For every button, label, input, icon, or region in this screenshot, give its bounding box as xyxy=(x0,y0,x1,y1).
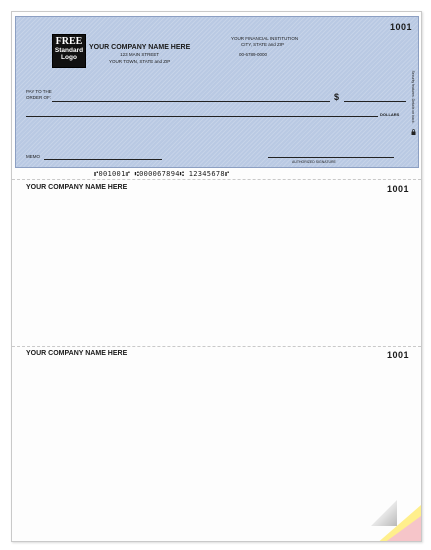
amount-words-line[interactable] xyxy=(26,116,378,117)
bank-name: YOUR FINANCIAL INSTITUTION xyxy=(231,36,299,41)
dollars-label: DOLLARS xyxy=(380,112,400,117)
stub2-number: 1001 xyxy=(386,350,409,360)
pay-to-line1: PAY TO THE xyxy=(26,89,52,94)
pay-to-line2: ORDER OF: xyxy=(26,95,52,100)
signature-label: AUTHORIZED SIGNATURE xyxy=(292,160,336,164)
payee-line[interactable] xyxy=(52,101,330,102)
perforation xyxy=(12,179,421,180)
stub2-company-name: YOUR COMPANY NAME HERE xyxy=(26,350,128,357)
bank-city: CITY, STATE and ZIP xyxy=(241,42,285,47)
company-city: YOUR TOWN, STATE and ZIP xyxy=(109,59,171,64)
bank-block xyxy=(231,36,298,58)
page-curl xyxy=(371,500,397,526)
amount-line[interactable] xyxy=(344,101,406,102)
pay-to-label xyxy=(26,89,52,101)
logo-line1: FREE xyxy=(55,36,83,47)
check-sheet xyxy=(11,11,422,542)
signature-line[interactable] xyxy=(268,157,394,158)
company-block xyxy=(89,44,190,65)
check-number: 1001 xyxy=(389,22,412,32)
lock-icon xyxy=(411,129,416,135)
memo-label: MEMO xyxy=(26,154,40,159)
perforation xyxy=(12,346,421,347)
logo xyxy=(52,34,86,68)
dollar-sign: $ xyxy=(334,92,340,102)
stub1-number: 1001 xyxy=(386,184,409,194)
security-text: Security features. Details on back. xyxy=(411,70,415,124)
memo-line[interactable] xyxy=(44,159,162,160)
logo-line2: Standard xyxy=(54,47,84,54)
stub1-company-name: YOUR COMPANY NAME HERE xyxy=(26,184,128,191)
routing-fraction: 00-6789-0000 xyxy=(239,52,268,57)
security-features xyxy=(409,62,417,137)
check xyxy=(15,16,419,168)
logo-line3: Logo xyxy=(61,54,77,61)
micr-line: ⑈001001⑈ ⑆000067894⑆ 12345678⑈ xyxy=(94,170,230,178)
company-street: 123 MAIN STREET xyxy=(120,52,160,57)
company-name: YOUR COMPANY NAME HERE xyxy=(89,44,191,51)
